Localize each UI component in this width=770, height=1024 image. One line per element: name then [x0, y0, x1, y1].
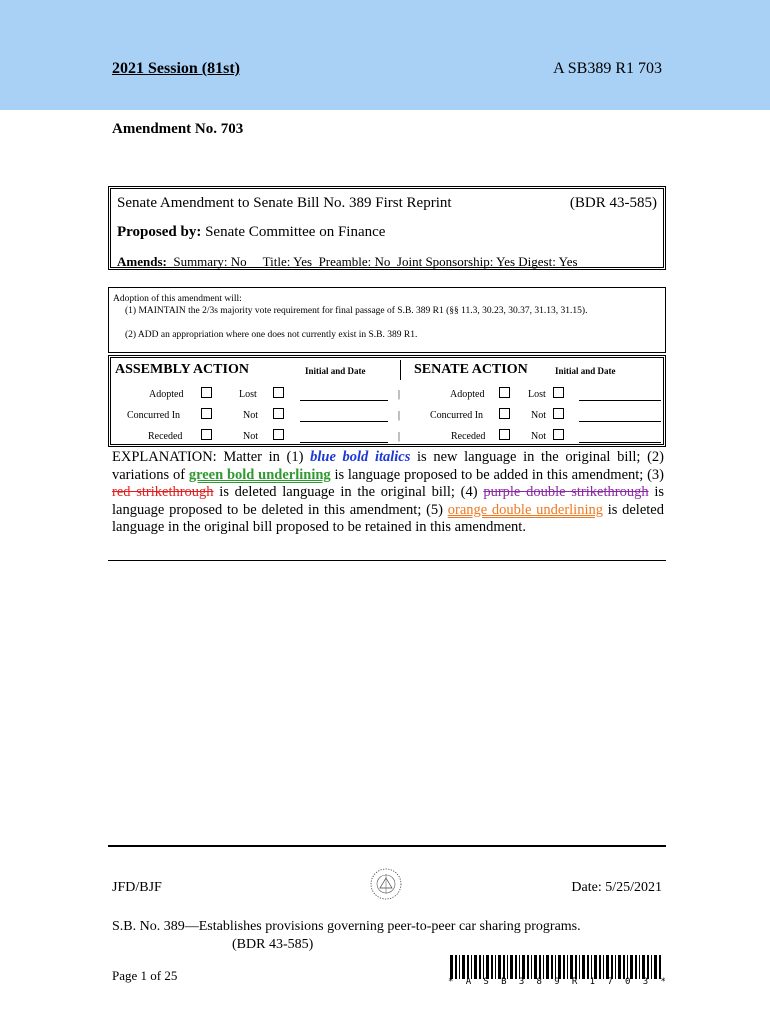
senate-concurred-checkbox[interactable]: [499, 408, 510, 419]
bill-summary: [112, 918, 672, 954]
barcode-bar: [507, 955, 508, 979]
proposed-by-label: Proposed by:: [117, 224, 202, 240]
barcode-char: A: [465, 977, 472, 987]
assembly-lost-label: Lost: [239, 389, 257, 400]
proposed-by: [117, 224, 385, 241]
barcode-bar: [575, 955, 577, 979]
barcode-bar: [450, 955, 453, 979]
senate-receded-checkbox[interactable]: [499, 429, 510, 440]
senate-not-receded-label: Not: [531, 431, 546, 442]
assembly-receded-checkbox[interactable]: [201, 429, 212, 440]
barcode-char: *: [448, 977, 454, 987]
footer-divider: [108, 845, 666, 847]
bill-summary-text: S.B. No. 389—Establishes provisions governing peer-to-peer car sharing programs.: [112, 919, 581, 934]
assembly-concurred-checkbox[interactable]: [201, 408, 212, 419]
explanation-blue-sample: blue bold italics: [310, 449, 411, 465]
senate-action-heading: SENATE ACTION: [414, 362, 528, 377]
barcode-bar: [479, 955, 481, 979]
barcode-bar: [615, 955, 616, 979]
barcode-char: 3: [642, 977, 649, 987]
barcode-bar: [467, 955, 469, 979]
barcode-char: 8: [536, 977, 542, 987]
amendment-number: Amendment No. 703: [112, 121, 244, 137]
assembly-concurred-label: Concurred In: [127, 410, 181, 421]
barcode-bar: [639, 955, 640, 979]
explanation-paragraph: [112, 449, 664, 537]
senate-initial-line: [579, 421, 661, 422]
barcode-char: 3: [518, 977, 525, 987]
senate-initial-line: [579, 400, 661, 401]
barcode-bar: [527, 955, 529, 979]
barcode-bar: [462, 955, 465, 979]
barcode-char: B: [501, 977, 507, 987]
drafter-initials: JFD/BJF: [112, 880, 162, 895]
row-separator: |: [398, 431, 401, 442]
senate-lost-label: Lost: [528, 389, 546, 400]
amendment-title: Senate Amendment to Senate Bill No. 389 First Reprint: [117, 195, 452, 211]
explanation-red-sample: red strikethrough: [112, 484, 214, 500]
barcode-bar: [486, 955, 489, 979]
state-seal-icon: [368, 866, 404, 902]
explanation-text: is deleted language in the original bill proposed to be retained in this amendment.: [112, 501, 664, 535]
senate-adopted-label: Adopted: [450, 389, 485, 400]
explanation-green-sample: green bold underlining: [188, 466, 331, 483]
barcode-bar: [654, 955, 657, 979]
barcode-bar: [539, 955, 541, 979]
barcode-bar: [567, 955, 568, 979]
amendment-date: Date: 5/25/2021: [571, 880, 662, 895]
barcode-bar: [606, 955, 609, 979]
assembly-not-receded-checkbox[interactable]: [273, 429, 284, 440]
barcode-bar: [579, 955, 580, 979]
barcode-bar: [543, 955, 544, 979]
assembly-lost-checkbox[interactable]: [273, 387, 284, 398]
adoption-intro: Adoption of this amendment will:: [113, 294, 242, 304]
barcode-bar: [491, 955, 493, 979]
adoption-item-2: (2) ADD an appropriation where one does not currently exist in S.B. 389 R1.: [125, 330, 418, 340]
action-box: [108, 355, 666, 447]
barcode-bar: [570, 955, 573, 979]
assembly-receded-label: Receded: [148, 431, 183, 442]
barcode-bar: [618, 955, 621, 979]
page-number: Page 1 of 25: [112, 968, 178, 983]
barcode-bar: [555, 955, 556, 979]
barcode-bar: [594, 955, 597, 979]
bill-summary-bdr: (BDR 43-585): [232, 937, 314, 952]
barcode-char: *: [660, 977, 666, 987]
barcode-bar: [551, 955, 553, 979]
barcode-bar: [582, 955, 585, 979]
explanation-text: is new language in the original bill; (2) variations of: [112, 449, 665, 483]
barcode-bar: [503, 955, 505, 979]
barcode-char: 7: [607, 977, 613, 987]
amends-digest: Digest: Yes: [518, 254, 578, 269]
header-band: [0, 0, 770, 110]
barcode-caption: [448, 977, 666, 987]
amends-line: [117, 254, 657, 270]
proposed-by-value: Senate Committee on Finance: [201, 224, 386, 240]
assembly-adopted-label: Adopted: [149, 389, 184, 400]
barcode-bar: [510, 955, 513, 979]
barcode-bar: [498, 955, 501, 979]
session-label: 2021 Session (81st): [112, 60, 241, 77]
amends-preamble: Preamble: No: [318, 254, 391, 269]
senate-initial-line: [579, 442, 661, 443]
barcode-char: 9: [554, 977, 560, 987]
barcode-bar: [587, 955, 589, 979]
amends-title: Title: Yes: [262, 254, 313, 269]
amendment-info-box: [108, 186, 666, 270]
barcode-bar: [546, 955, 549, 979]
amends-joint-sponsorship: Joint Sponsorship: Yes: [396, 254, 516, 269]
senate-initial-date-heading: Initial and Date: [555, 366, 616, 376]
explanation-purple-sample: purple double strikethrough: [483, 484, 649, 500]
barcode-icon: [450, 955, 664, 979]
barcode-bar: [495, 955, 496, 979]
barcode-bar: [647, 955, 649, 979]
senate-receded-label: Receded: [451, 431, 486, 442]
barcode-bar: [483, 955, 484, 979]
barcode-bar: [522, 955, 525, 979]
senate-concurred-label: Concurred In: [430, 410, 484, 421]
document-id: A SB389 R1 703: [553, 60, 662, 77]
assembly-initial-line: [300, 421, 388, 422]
assembly-not-concurred-label: Not: [243, 410, 258, 421]
barcode-bar: [534, 955, 537, 979]
barcode-bar: [623, 955, 625, 979]
senate-not-concurred-checkbox[interactable]: [553, 408, 564, 419]
assembly-action-heading: ASSEMBLY ACTION: [115, 362, 249, 377]
senate-adopted-checkbox[interactable]: [499, 387, 510, 398]
barcode-bar: [599, 955, 601, 979]
adoption-box: [108, 287, 666, 353]
assembly-not-receded-label: Not: [243, 431, 258, 442]
senate-not-concurred-label: Not: [531, 410, 546, 421]
explanation-divider: [108, 560, 666, 561]
barcode-bar: [455, 955, 457, 979]
explanation-orange-sample: orange double underlining: [447, 501, 603, 518]
explanation-text: is language proposed to be deleted in this amendment; (5): [112, 484, 664, 518]
barcode-bar: [651, 955, 652, 979]
barcode-bar: [642, 955, 645, 979]
bdr-number: (BDR 43-585): [569, 195, 657, 211]
action-divider: [400, 360, 401, 380]
barcode-char: R: [571, 977, 578, 987]
barcode-bar: [531, 955, 532, 979]
barcode-bar: [474, 955, 477, 979]
barcode-bar: [558, 955, 561, 979]
barcode-bar: [603, 955, 604, 979]
barcode-bar: [591, 955, 592, 979]
explanation-text: EXPLANATION: Matter in (1): [112, 449, 311, 465]
explanation-text: is deleted language in the original bill; (4): [213, 484, 484, 500]
senate-not-receded-checkbox[interactable]: [553, 429, 564, 440]
barcode-bar: [519, 955, 520, 979]
barcode-bar: [659, 955, 661, 979]
assembly-initial-line: [300, 442, 388, 443]
amends-label: Amends:: [117, 254, 167, 269]
barcode-bar: [459, 955, 460, 979]
barcode-bar: [630, 955, 633, 979]
barcode-bar: [635, 955, 637, 979]
row-separator: |: [398, 410, 401, 421]
assembly-adopted-checkbox[interactable]: [201, 387, 212, 398]
barcode-char: S: [483, 977, 489, 987]
adoption-item-1: (1) MAINTAIN the 2/3s majority vote requirement for final passage of S.B. 389 R1 (§§ 11.3, 30.23, 30.37, 31.13, 31.15).: [125, 306, 588, 316]
assembly-not-concurred-checkbox[interactable]: [273, 408, 284, 419]
barcode-bar: [611, 955, 613, 979]
barcode-char: 0: [625, 977, 631, 987]
barcode-bar: [515, 955, 517, 979]
assembly-initial-line: [300, 400, 388, 401]
senate-lost-checkbox[interactable]: [553, 387, 564, 398]
barcode-bar: [627, 955, 628, 979]
barcode-bar: [563, 955, 565, 979]
barcode-char: 1: [589, 977, 596, 987]
row-separator: |: [398, 389, 401, 400]
amends-summary: Summary: No: [173, 254, 247, 269]
explanation-text: is language proposed to be added in this amendment; (3): [330, 466, 664, 483]
assembly-initial-date-heading: Initial and Date: [305, 366, 366, 376]
barcode-bar: [471, 955, 472, 979]
